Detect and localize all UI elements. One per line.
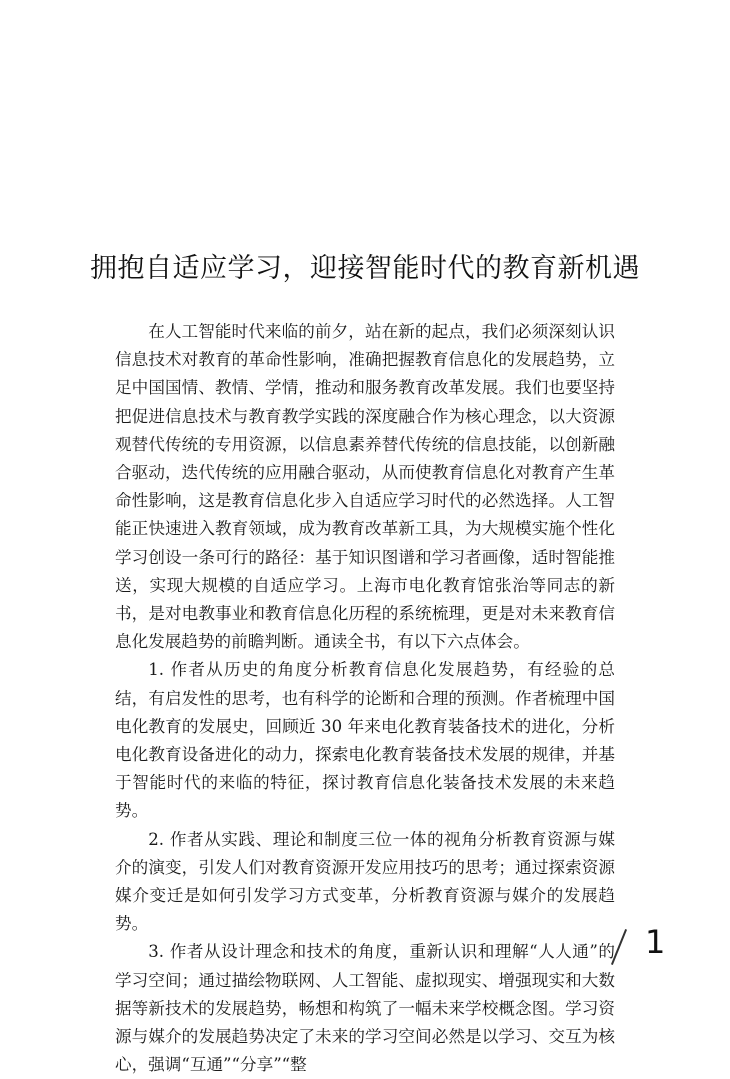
paragraph: 3. 作者从设计理念和技术的角度，重新认识和理解“人人通”的学习空间；通过描绘物联网、人工智能、虚拟现实、增强现实和大数据等新技术的发展趋势，畅想和构筑了一幅未来学校概念图。学习资源与媒介的发展趋势决定了未来的学习空间必然是以学习、交互为核心，强调“互通”“分享”“整: [115, 942, 615, 1075]
paragraph: 2. 作者从实践、理论和制度三位一体的视角分析教育资源与媒介的演变，引发人们对教育资源开发应用技巧的思考；通过探索资源媒介变迁是如何引发学习方式变革，分析教育资源与媒介的发展趋势。: [115, 829, 615, 934]
paragraph: 1. 作者从历史的角度分析教育信息化发展趋势，有经验的总结，有启发性的思考，也有科学的论断和合理的预测。作者梳理中国电化教育的发展史，回顾近 30 年来电化教育装备技术的进化，分析电化教育设备进化的动力，探索电化教育装备技术发展的规律，并基于智能时代的来临的特征，探讨教育信息化装备技术发展的未来趋势。: [115, 660, 615, 821]
body-text: [115, 318, 615, 1079]
paragraph: 在人工智能时代来临的前夕，站在新的起点，我们必须深刻认识信息技术对教育的革命性影响，准确把握教育信息化的发展趋势，立足中国国情、教情、学情，推动和服务教育改革发展。我们也要坚持把促进信息技术与教育教学实践的深度融合作为核心理念，以大资源观替代传统的专用资源，以信息素养替代传统的信息技能，以创新融合驱动，迭代传统的应用融合驱动，从而使教育信息化对教育产生革命性影响，这是教育信息化步入自适应学习时代的必然选择。人工智能正快速进入教育领域，成为教育改革新工具，为大规模实施个性化学习创设一条可行的路径：基于知识图谱和学习者画像，适时智能推送，实现大规模的自适应学习。上海市电化教育馆张治等同志的新书，是对电教事业和教育信息化历程的系统梳理，更是对未来教育信息化发展趋势的前瞻判断。通读全书，有以下六点体会。: [115, 322, 615, 652]
page-number: 1: [645, 923, 666, 961]
chapter-title: 拥抱自适应学习，迎接智能时代的教育新机遇: [90, 253, 640, 285]
